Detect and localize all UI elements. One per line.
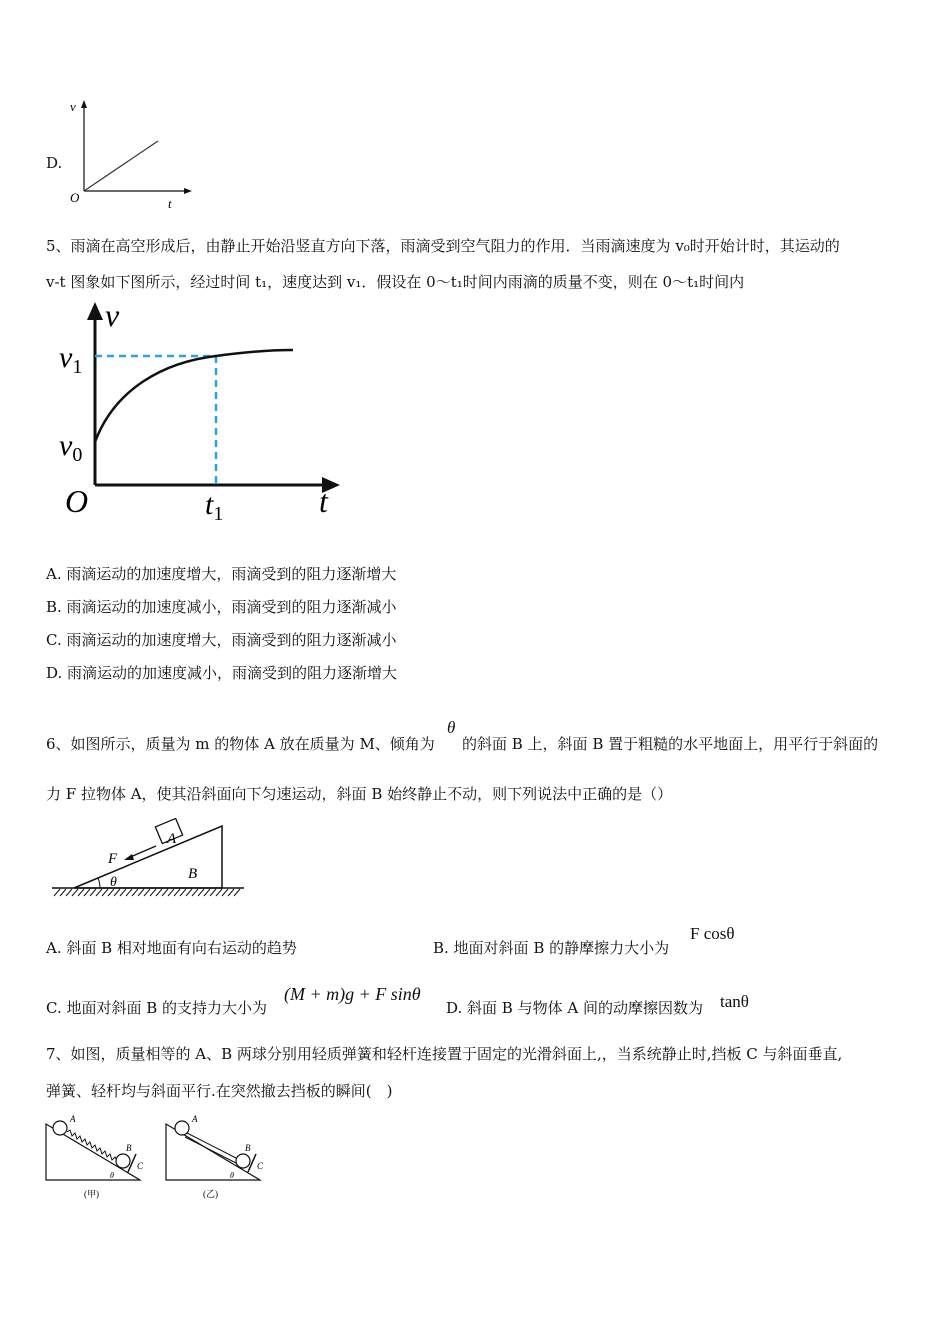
ball-a-right bbox=[175, 1121, 189, 1135]
v-label: v bbox=[105, 300, 120, 333]
velocity-line bbox=[84, 141, 158, 191]
q4-option-d-graph bbox=[62, 96, 192, 211]
rod-top bbox=[187, 1133, 240, 1160]
t-label: t bbox=[319, 483, 328, 519]
q6-option-b-formula: F cosθ bbox=[690, 924, 735, 943]
q5-option-d: D. 雨滴运动的加速度减小，雨滴受到的阻力逐渐增大 bbox=[46, 664, 398, 682]
label-b: B bbox=[188, 866, 198, 882]
q6-option-b: B. 地面对斜面 B 的静摩擦力大小为 bbox=[433, 939, 670, 957]
label-theta-left: θ bbox=[110, 1171, 114, 1180]
fig-left-spring bbox=[46, 1114, 144, 1199]
label-c-right: C bbox=[257, 1161, 264, 1171]
caption-left: (甲) bbox=[84, 1189, 99, 1199]
q7-stem-line2: 弹簧、轻杆均与斜面平行.在突然撤去挡板的瞬间( ) bbox=[46, 1082, 393, 1100]
q6-stem-line1b: 的斜面 B 上，斜面 B 置于粗糙的水平地面上，用平行于斜面的 bbox=[462, 735, 879, 753]
ball-b-left bbox=[116, 1154, 130, 1168]
ground-hatch bbox=[54, 889, 240, 896]
q6-option-d-formula: tanθ bbox=[720, 992, 749, 1011]
q7-figures bbox=[40, 1110, 280, 1205]
q5-option-b: B. 雨滴运动的加速度减小，雨滴受到的阻力逐渐减小 bbox=[46, 598, 397, 616]
label-a-right: A bbox=[192, 1114, 198, 1124]
q7-stem-line1: 7、如图，质量相等的 A、B 两球分别用轻质弹簧和轻杆连接置于固定的光滑斜面上,，当系统静止时,挡板 C 与斜面垂直, bbox=[46, 1045, 843, 1063]
q5-stem-line1: 5、雨滴在高空形成后，由静止开始沿竖直方向下落，雨滴受到空气阻力的作用．当雨滴速度为 v₀时开始计时，其运动的 bbox=[46, 237, 840, 255]
q6-stem-line1: 6、如图所示，质量为 m 的物体 A 放在质量为 M、倾角为 bbox=[46, 735, 435, 753]
velocity-curve bbox=[95, 350, 293, 442]
v-label: v bbox=[70, 99, 76, 114]
label-a: A bbox=[167, 831, 177, 847]
label-b-right: B bbox=[245, 1143, 251, 1153]
fig-right-rod bbox=[166, 1114, 264, 1199]
q6-theta-symbol: θ bbox=[447, 718, 456, 737]
t-label: t bbox=[168, 196, 172, 211]
caption-right: (乙) bbox=[203, 1189, 218, 1199]
q6-option-d: D. 斜面 B 与物体 A 间的动摩擦因数为 bbox=[446, 999, 703, 1017]
q6-stem-line2: 力 F 拉物体 A，使其沿斜面向下匀速运动，斜面 B 始终静止不动，则下列说法中正确的是（） bbox=[46, 785, 673, 803]
v-axis-arrow bbox=[81, 100, 87, 108]
origin-label: O bbox=[65, 483, 89, 519]
label-c-left: C bbox=[137, 1161, 144, 1171]
q6-incline-figure bbox=[46, 818, 251, 906]
q5-stem-line2: v-t 图象如下图所示，经过时间 t₁，速度达到 v₁．假设在 0～t₁时间内雨滴的质量不变，则在 0～t₁时间内 bbox=[46, 273, 745, 291]
t-axis-arrow bbox=[184, 188, 192, 194]
q5-vt-graph bbox=[55, 300, 355, 530]
label-theta: θ bbox=[110, 875, 117, 890]
v1-label: $v_1$ bbox=[59, 341, 83, 378]
incline-b bbox=[74, 826, 222, 888]
force-f-arrowhead bbox=[124, 854, 134, 860]
t1-label: $t_1$ bbox=[205, 488, 224, 525]
q6-option-c-formula: (M + m)g + F sinθ bbox=[284, 984, 421, 1004]
q5-option-a: A. 雨滴运动的加速度增大，雨滴受到的阻力逐渐增大 bbox=[46, 565, 397, 583]
rod-bottom bbox=[185, 1137, 238, 1164]
q6-option-a: A. 斜面 B 相对地面有向右运动的趋势 bbox=[46, 939, 297, 957]
origin-label: O bbox=[70, 190, 80, 205]
ball-b-right bbox=[236, 1154, 250, 1168]
theta-arc bbox=[98, 878, 100, 888]
label-f: F bbox=[108, 851, 118, 867]
v-axis-arrow bbox=[87, 302, 103, 320]
spring bbox=[67, 1130, 118, 1162]
v0-label: $v_0$ bbox=[59, 429, 83, 466]
q5-option-c: C. 雨滴运动的加速度增大，雨滴受到的阻力逐渐减小 bbox=[46, 631, 397, 649]
q6-option-c: C. 地面对斜面 B 的支持力大小为 bbox=[46, 999, 268, 1017]
q4-option-d-label: D. bbox=[46, 154, 63, 172]
label-theta-right: θ bbox=[230, 1171, 234, 1180]
ball-a-left bbox=[53, 1121, 67, 1135]
label-a-left: A bbox=[70, 1114, 76, 1124]
label-b-left: B bbox=[126, 1143, 132, 1153]
